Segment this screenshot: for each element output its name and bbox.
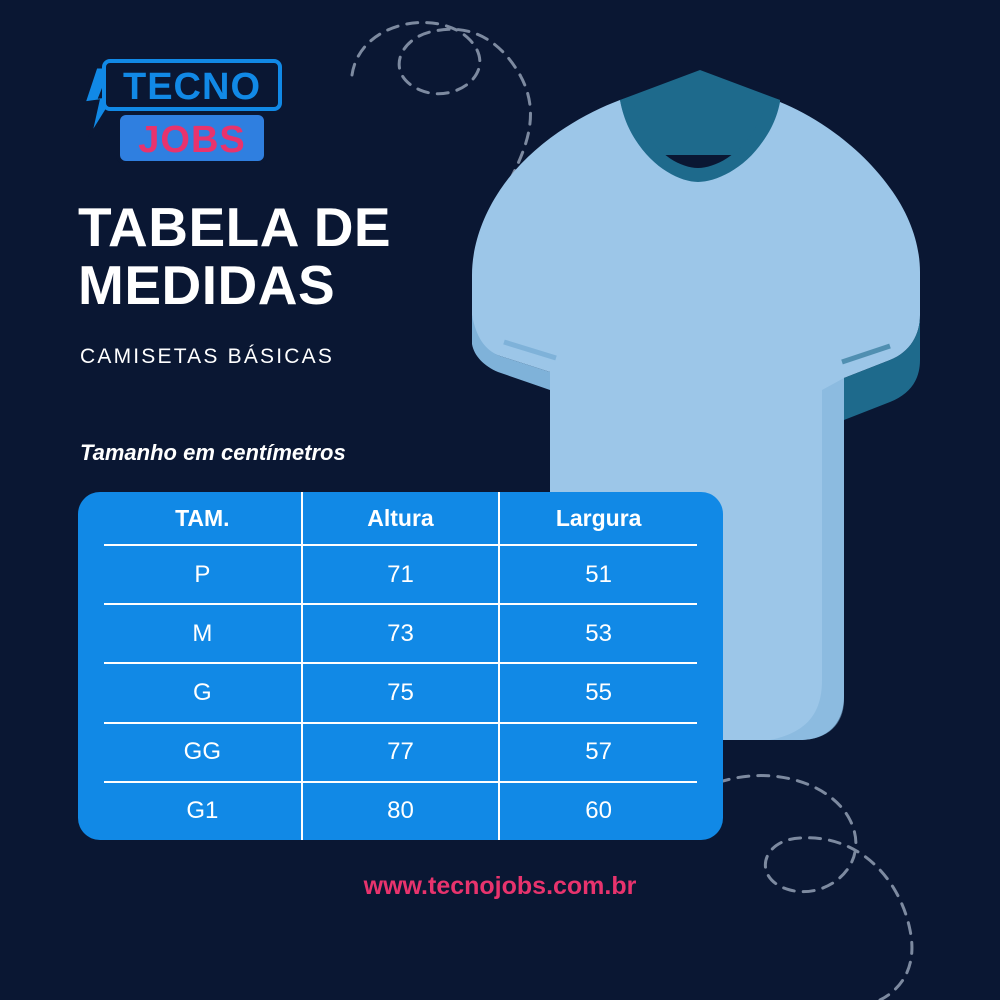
page-title: TABELA DE MEDIDAS xyxy=(78,196,392,316)
table-row xyxy=(104,545,697,604)
size-table xyxy=(104,492,697,840)
table-header-row xyxy=(104,492,697,545)
table-row xyxy=(104,663,697,722)
cell-height: 71 xyxy=(302,545,500,604)
table-row xyxy=(104,782,697,840)
website-url[interactable]: www.tecnojobs.com.br xyxy=(363,872,637,900)
cell-height: 77 xyxy=(302,723,500,782)
table-row xyxy=(104,723,697,782)
cell-width: 57 xyxy=(499,723,697,782)
size-table-card xyxy=(78,492,723,840)
cell-width: 53 xyxy=(499,604,697,663)
cell-size: P xyxy=(104,545,302,604)
tecnojobs-logo xyxy=(76,55,292,175)
svg-text:JOBS: JOBS xyxy=(138,119,246,161)
cell-height: 75 xyxy=(302,663,500,722)
page-subtitle: CAMISETAS BÁSICAS xyxy=(80,345,335,368)
cell-width: 60 xyxy=(585,797,612,825)
cell-size: M xyxy=(104,604,302,663)
svg-text:TECNO: TECNO xyxy=(123,66,261,108)
cell-width: 55 xyxy=(499,663,697,722)
cell-size: G1 xyxy=(104,782,302,840)
column-header-largura: Largura xyxy=(499,492,697,545)
cell-height: 80 xyxy=(302,782,500,840)
cell-size: GG xyxy=(104,723,302,782)
column-header-altura: Altura xyxy=(302,492,500,545)
cell-size: G xyxy=(104,663,302,722)
cell-width: 51 xyxy=(499,545,697,604)
column-header-tam: TAM. xyxy=(104,492,302,545)
cell-height: 73 xyxy=(302,604,500,663)
table-row xyxy=(104,604,697,663)
unit-note: Tamanho em centímetros xyxy=(80,440,346,465)
